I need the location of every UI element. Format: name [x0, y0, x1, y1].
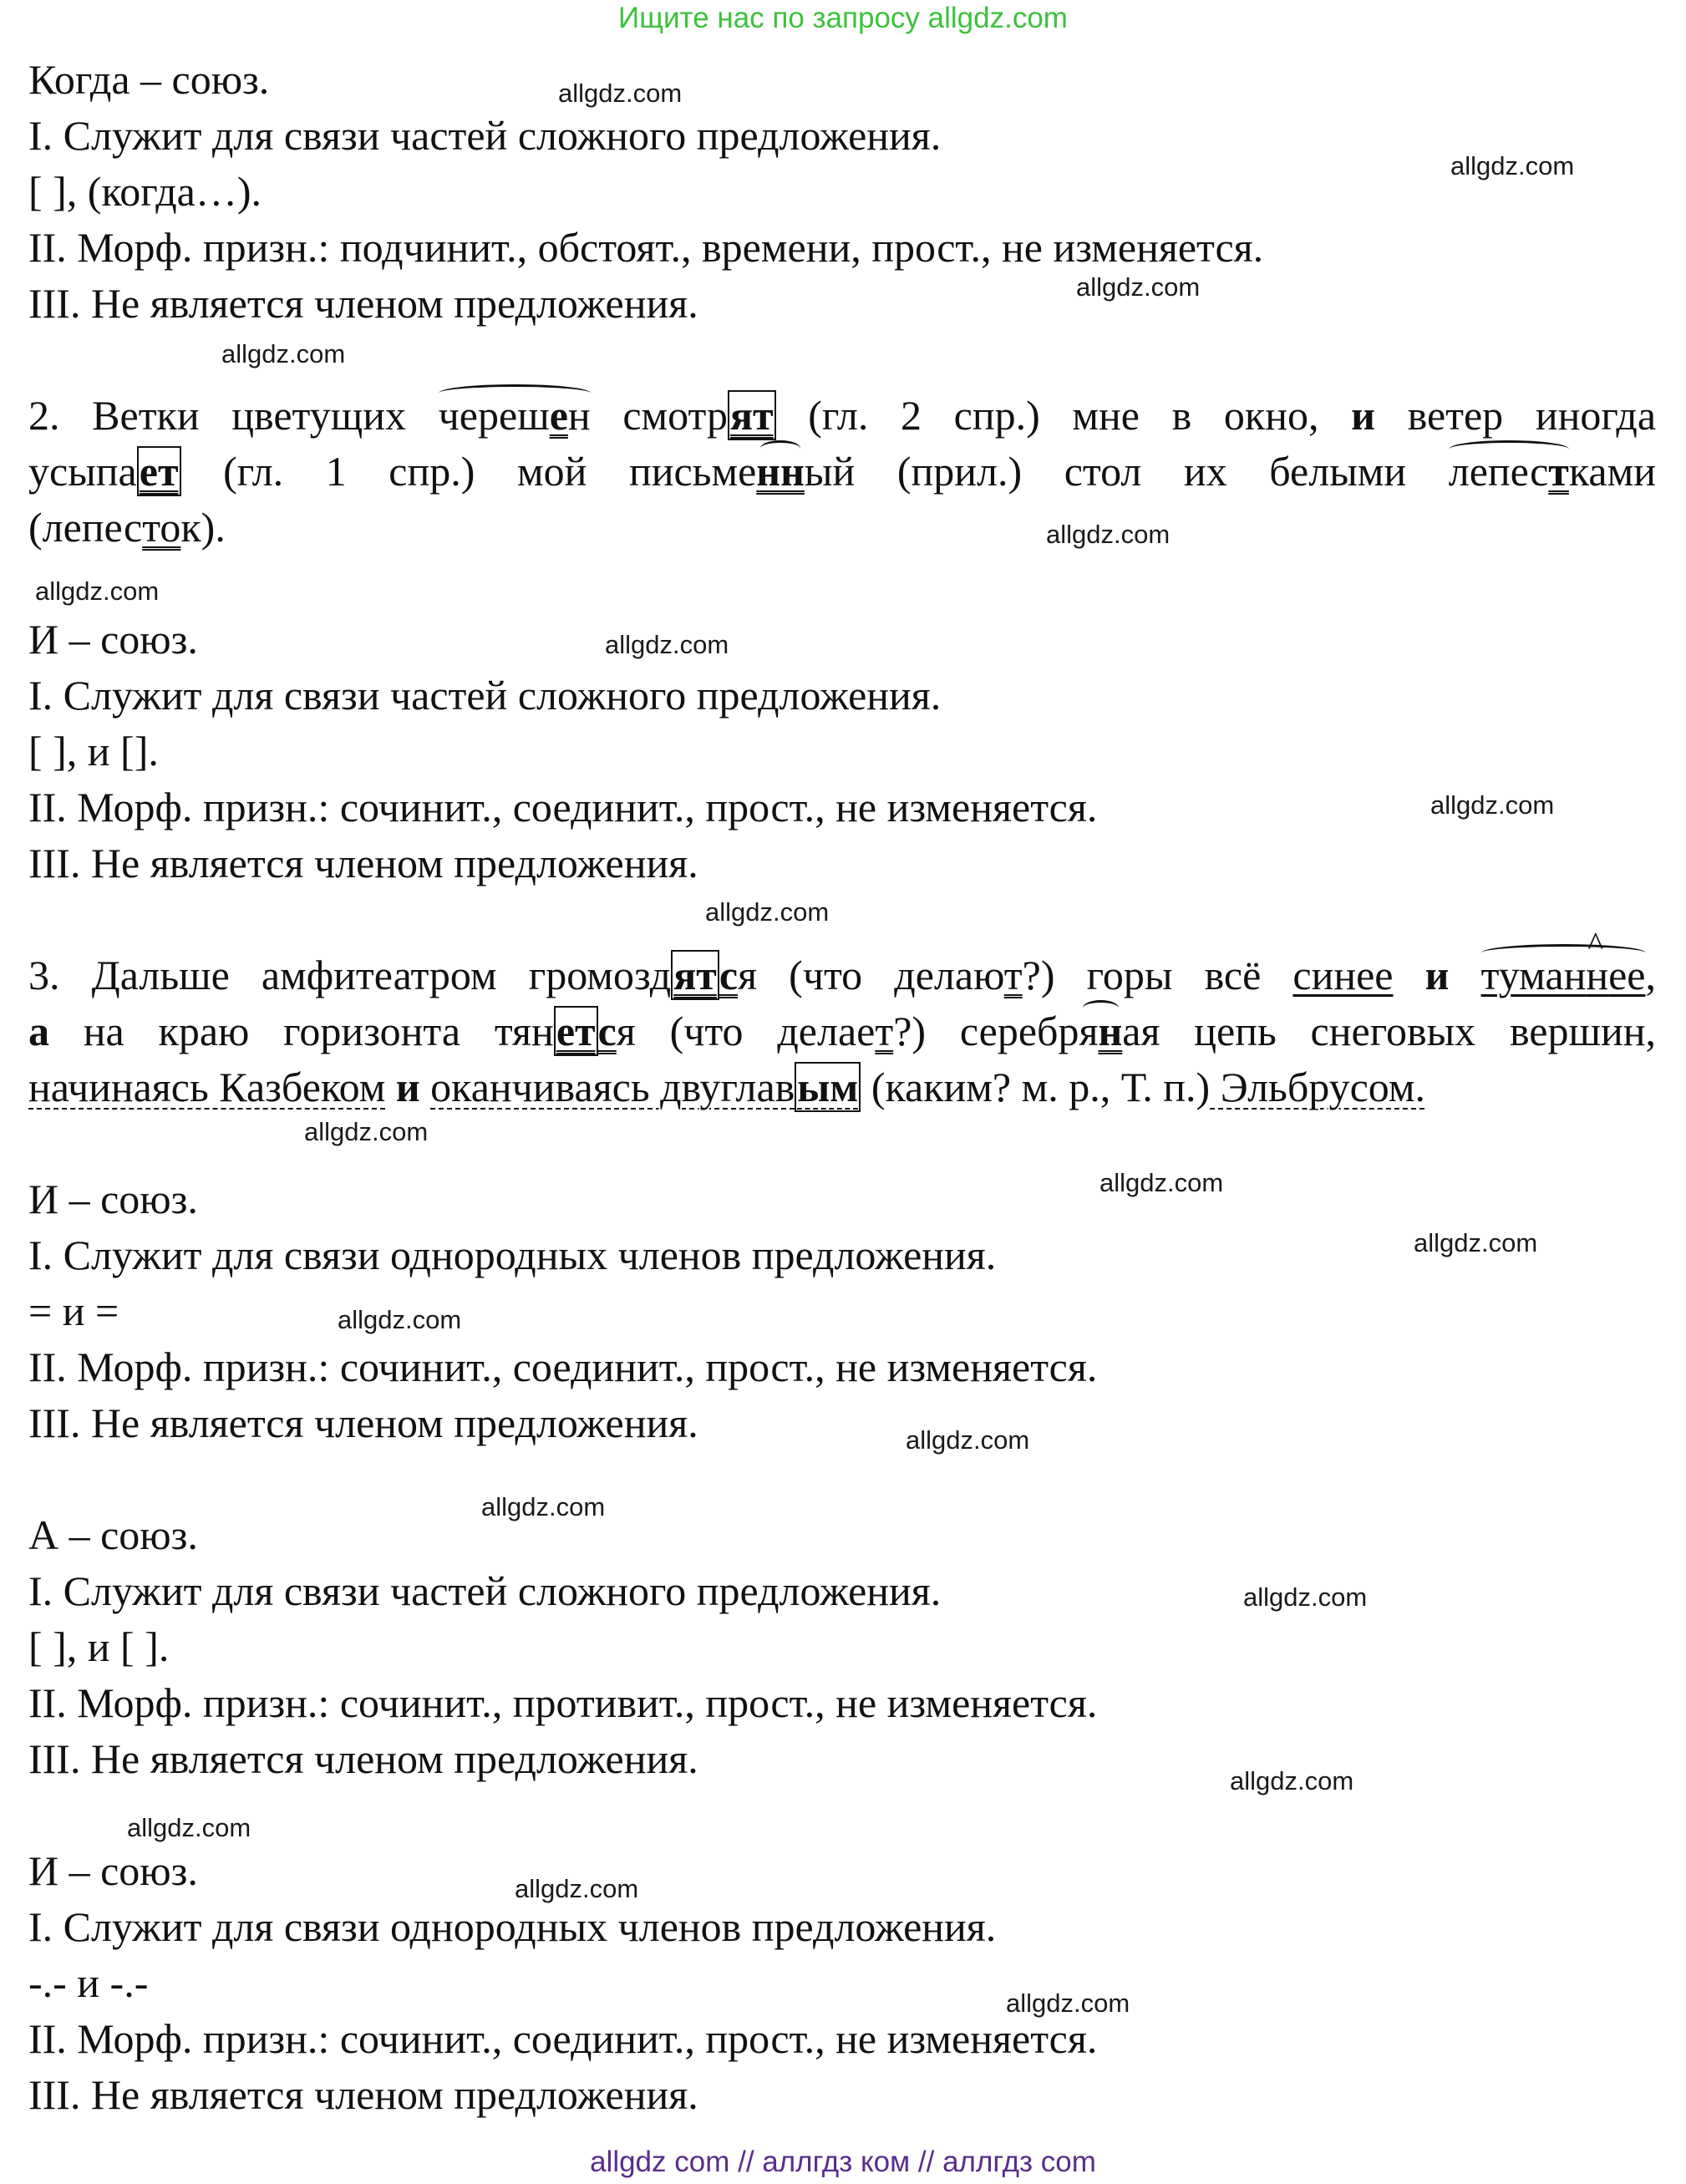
block5-function: I. Служит для связи однородных членов предложения.	[28, 1903, 997, 1950]
watermark: allgdz.com	[35, 576, 160, 606]
watermark: allgdz.com	[1230, 1766, 1354, 1795]
watermark: allgdz.com	[1076, 272, 1201, 302]
block4-function: I. Служит для связи частей сложного предложения.	[28, 1567, 942, 1614]
watermark: allgdz.com	[1006, 1988, 1130, 2018]
conjunction-marker: и	[385, 1064, 431, 1110]
sentence2-line1: 2. Ветки цветущих черешен смотрят (гл. 2 спр.) мне в окно, и ветер иногда	[28, 389, 1656, 441]
block1-scheme: [ ], (когда…).	[28, 168, 262, 215]
block2-title: И – союз.	[28, 616, 198, 663]
block4-title: А – союз.	[28, 1511, 198, 1558]
block1-syntax: III. Не является членом предложения.	[28, 280, 698, 327]
ending-box: ят	[671, 950, 719, 1000]
block1-title: Когда – союз.	[28, 56, 270, 103]
watermark: allgdz.com	[127, 1813, 251, 1842]
watermark: allgdz.com	[1099, 1168, 1224, 1197]
watermark: allgdz.com	[1046, 520, 1171, 549]
conjunction-marker: а	[28, 1008, 49, 1054]
search-hint-banner[interactable]: Ищите нас по запросу allgdz.com	[618, 2, 1068, 34]
watermark: allgdz.com	[338, 1305, 462, 1334]
watermark: allgdz.com	[705, 897, 830, 927]
watermark: allgdz.com	[1450, 151, 1575, 180]
block3-scheme: = и =	[28, 1288, 119, 1334]
block4-morph: II. Морф. призн.: сочинит., противит., прост., не изменяется.	[28, 1679, 1098, 1726]
watermark: allgdz.com	[1430, 790, 1555, 820]
watermark: allgdz.com	[605, 630, 729, 659]
block5-title: И – союз.	[28, 1847, 198, 1894]
ending-box: ет	[554, 1006, 598, 1056]
block3-morph: II. Морф. призн.: сочинит., соединит., прост., не изменяется.	[28, 1343, 1098, 1390]
block2-scheme: [ ], и [].	[28, 728, 159, 775]
block5-scheme: -.- и -.-	[28, 1959, 149, 2006]
ending-box: ят	[728, 390, 776, 440]
watermark: allgdz.com	[221, 339, 346, 368]
ending-box: ым	[795, 1062, 861, 1112]
block2-morph: II. Морф. призн.: сочинит., соединит., прост., не изменяется.	[28, 784, 1098, 830]
block1-function: I. Служит для связи частей сложного предложения.	[28, 112, 942, 159]
watermark: allgdz.com	[558, 79, 683, 108]
block3-function: I. Служит для связи однородных членов предложения.	[28, 1232, 997, 1278]
watermark: allgdz.com	[481, 1492, 606, 1521]
sentence2-line2: усыпает (гл. 1 спр.) мой письменный (прил.) стол их белыми лепестками	[28, 445, 1656, 497]
conjunction-marker: и	[1351, 392, 1375, 439]
block4-syntax: III. Не является членом предложения.	[28, 1735, 698, 1782]
sentence3-line2: а на краю горизонта тянется (что делает?) серебряная цепь снеговых вершин,	[28, 1005, 1656, 1057]
watermark: allgdz.com	[515, 1874, 639, 1903]
conjunction-marker: и	[1393, 952, 1481, 998]
sentence3-line1: 3. Дальше амфитеатром громоздятся (что делают?) горы всё синее и туманн ^ее,	[28, 949, 1656, 1001]
block5-syntax: III. Не является членом предложения.	[28, 2071, 698, 2118]
watermark: allgdz.com	[1414, 1228, 1538, 1257]
block5-morph: II. Морф. призн.: сочинит., соединит., прост., не изменяется.	[28, 2015, 1098, 2062]
footer-links[interactable]: allgdz com // аллгдз ком // аллгдз com	[590, 2146, 1096, 2178]
watermark: allgdz.com	[1243, 1582, 1368, 1612]
sentence2-line3: (лепесток).	[28, 504, 226, 551]
block4-scheme: [ ], и [ ].	[28, 1623, 170, 1670]
watermark: allgdz.com	[304, 1117, 429, 1146]
ending-box: ет	[137, 446, 181, 496]
sentence3-line3: начинаясь Казбеком и оканчиваясь двуглавым (каким? м. р., Т. п.) Эльбрусом.	[28, 1064, 1425, 1110]
block2-function: I. Служит для связи частей сложного предложения.	[28, 672, 942, 719]
block3-syntax: III. Не является членом предложения.	[28, 1399, 698, 1446]
block3-title: И – союз.	[28, 1176, 198, 1222]
block1-morph: II. Морф. призн.: подчинит., обстоят., времени, прост., не изменяется.	[28, 224, 1264, 271]
block2-syntax: III. Не является членом предложения.	[28, 840, 698, 886]
watermark: allgdz.com	[906, 1425, 1030, 1455]
